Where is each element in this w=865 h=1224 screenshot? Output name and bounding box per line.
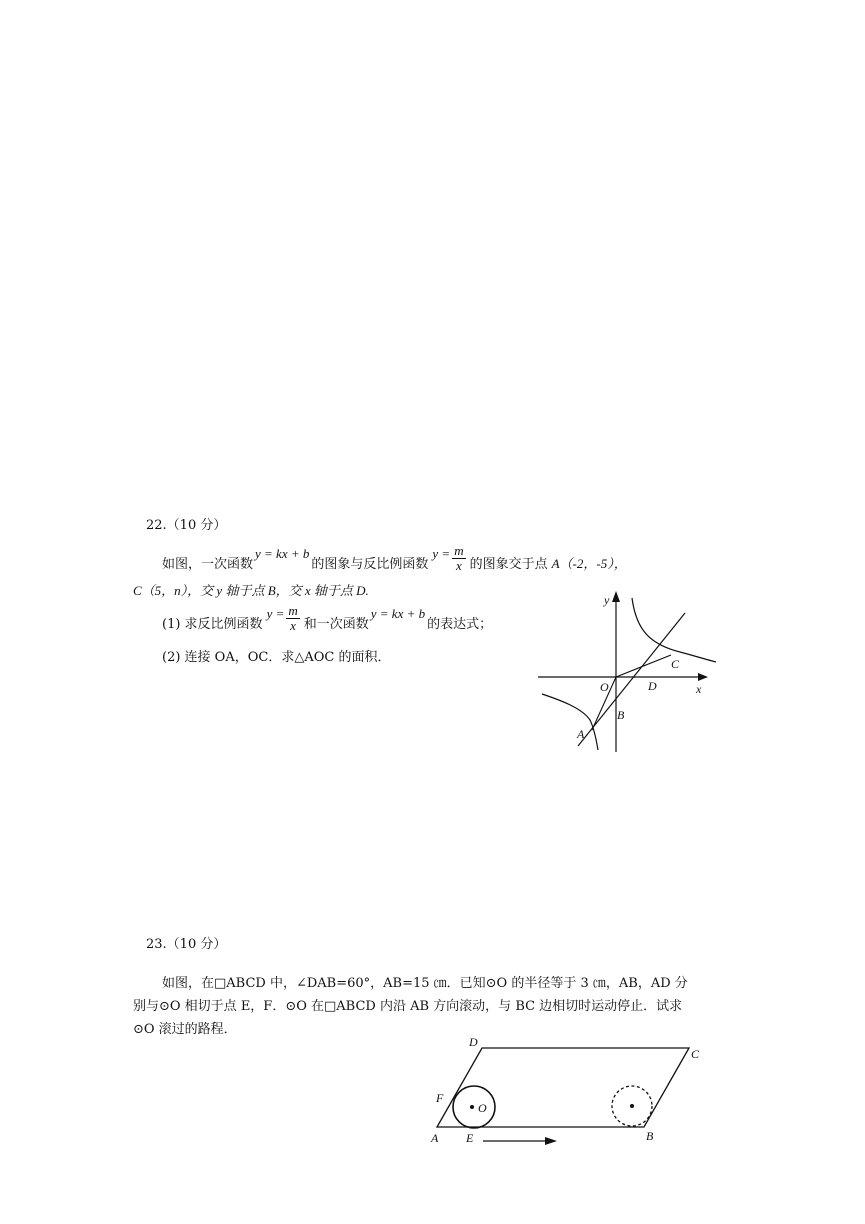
q22-linear-equation: y = kx + b (255, 546, 310, 561)
label-E: E (466, 1131, 474, 1145)
q22-line2: C（5，n），交 y 轴于点 B，交 x 轴于点 D. (133, 583, 369, 598)
hyperbola-branch-lower (542, 694, 598, 750)
q23-number: 23.（10 分） (146, 937, 227, 952)
q23-line1: 如图，在□ABCD 中，∠DAB=60°，AB=15 ㎝．已知⊙O 的半径等于 3 ㎝，AB，AD 分 (162, 976, 688, 991)
q22-line1 (162, 544, 627, 580)
hyperbola-branch-upper (632, 598, 716, 662)
q22-line1-text-a: 如图，一次函数 (162, 556, 254, 572)
q22-line1-text-d: A（-2，-5）， (551, 555, 627, 571)
label-O: O (478, 1101, 487, 1115)
q22-number: 22.（10 分） (146, 518, 227, 533)
center-O-end (630, 1104, 634, 1108)
q22-function-graph (530, 588, 720, 758)
q22-inverse-eq-prefix: y = (432, 546, 451, 561)
q22-part1-text-c: 的表达式； (427, 616, 493, 632)
y-axis-arrow (612, 591, 620, 602)
label-A: A (577, 727, 585, 741)
q22-part1-inverse-denominator: x (290, 617, 296, 633)
label-B: B (646, 1129, 654, 1143)
q22-part1-linear-equation: y = kx + b (370, 606, 426, 621)
label-D: D (469, 1035, 478, 1049)
direction-arrow-head (545, 1137, 557, 1145)
label-F: F (436, 1091, 444, 1105)
q22-inverse-fraction (452, 544, 465, 573)
label-C: C (691, 1047, 700, 1061)
q22-part1-inverse-prefix: y = (266, 606, 285, 621)
label-y: y (604, 593, 610, 607)
label-A: A (431, 1131, 439, 1145)
q22-inverse-denominator: x (455, 557, 462, 573)
q22-part1-text-b: 和一次函数 (303, 616, 369, 632)
label-C: C (671, 657, 680, 671)
q22-part1 (162, 602, 492, 642)
q23-parallelogram-figure (425, 1032, 715, 1152)
label-O: O (600, 680, 609, 694)
q23-line3: ⊙O 滚过的路程． (133, 1022, 237, 1037)
q22-inverse-numerator: m (454, 542, 464, 558)
x-axis-arrow (698, 673, 708, 681)
parallelogram-ABCD (437, 1048, 689, 1127)
segment-OC (616, 655, 671, 677)
q22-part1-inverse-fraction (286, 604, 299, 633)
center-O-start (470, 1105, 474, 1109)
label-x: x (696, 682, 702, 696)
q22-part2: (2) 连接 OA，OC．求△AOC 的面积． (162, 650, 391, 665)
label-B: B (617, 708, 625, 722)
q22-line1-text-c: 的图象交于点 (469, 556, 548, 572)
q22-part1-text-a: (1) 求反比例函数 (162, 616, 263, 632)
q23-line2: 别与⊙O 相切于点 E，F．⊙O 在□ABCD 内沿 AB 方向滚动，与 BC 边相切时运动停止．试求 (133, 999, 683, 1014)
label-D: D (648, 679, 657, 693)
q22-part1-inverse-numerator: m (288, 602, 298, 618)
q22-line1-text-b: 的图象与反比例函数 (311, 556, 429, 572)
